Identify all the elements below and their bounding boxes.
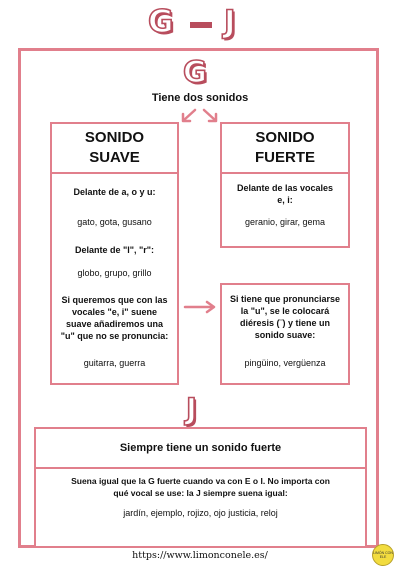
limon-logo-icon: LIMÓN CON ELE: [372, 544, 394, 566]
suave-rule3-examples: guitarra, guerra: [83, 358, 146, 368]
title-letter-j: J: [224, 4, 236, 40]
fuerte-rule-heading: Delante de las vocales e, i:: [236, 183, 334, 205]
suave-rule1-examples: gato, gota, gusano: [77, 217, 152, 227]
suave-rule2-examples: globo, grupo, grillo: [77, 268, 152, 278]
dieresis-examples: pingüino, vergüenza: [244, 358, 326, 368]
j-heading: Siempre tiene un sonido fuerte: [36, 429, 365, 469]
suave-rule3-heading: Si queremos que con las vocales "e, i" suene suave añadiremos una "u" que no se pronuncia:: [60, 295, 169, 341]
g-section-logo: G: [183, 55, 207, 89]
j-section-logo: J: [186, 392, 197, 426]
arrow-down-right-icon: [201, 108, 219, 124]
j-description: Suena igual que la G fuerte cuando va con E o I. No importa con qué vocal se use: la J siempre suena igual:: [71, 476, 330, 498]
fuerte-rule-examples: geranio, girar, gema: [244, 217, 326, 227]
suave-rule1-heading: Delante de a, o y u:: [73, 187, 156, 197]
sonido-suave-box: [50, 122, 179, 385]
arrow-right-icon: [183, 300, 217, 314]
j-examples: jardín, ejemplo, rojizo, ojo justicia, reloj: [123, 508, 278, 518]
title-dash: [190, 22, 212, 28]
footer-url[interactable]: https://www.limonconele.es/: [132, 550, 268, 561]
dieresis-box: [220, 283, 350, 385]
sonido-fuerte-title: SONIDO FUERTE: [222, 124, 348, 174]
suave-rule2-heading: Delante de "l", "r":: [74, 245, 155, 255]
g-intro-text: Tiene dos sonidos: [151, 92, 249, 104]
arrow-down-left-icon: [180, 108, 198, 124]
sonido-fuerte-box: [220, 122, 350, 248]
j-box: [34, 427, 367, 548]
dieresis-heading: Si tiene que pronunciarse la "u", se le colocará diéresis (¨) y tiene un sonido suave:: [229, 294, 341, 340]
sonido-suave-title: SONIDO SUAVE: [52, 124, 177, 174]
title-letter-g: G: [148, 4, 174, 40]
